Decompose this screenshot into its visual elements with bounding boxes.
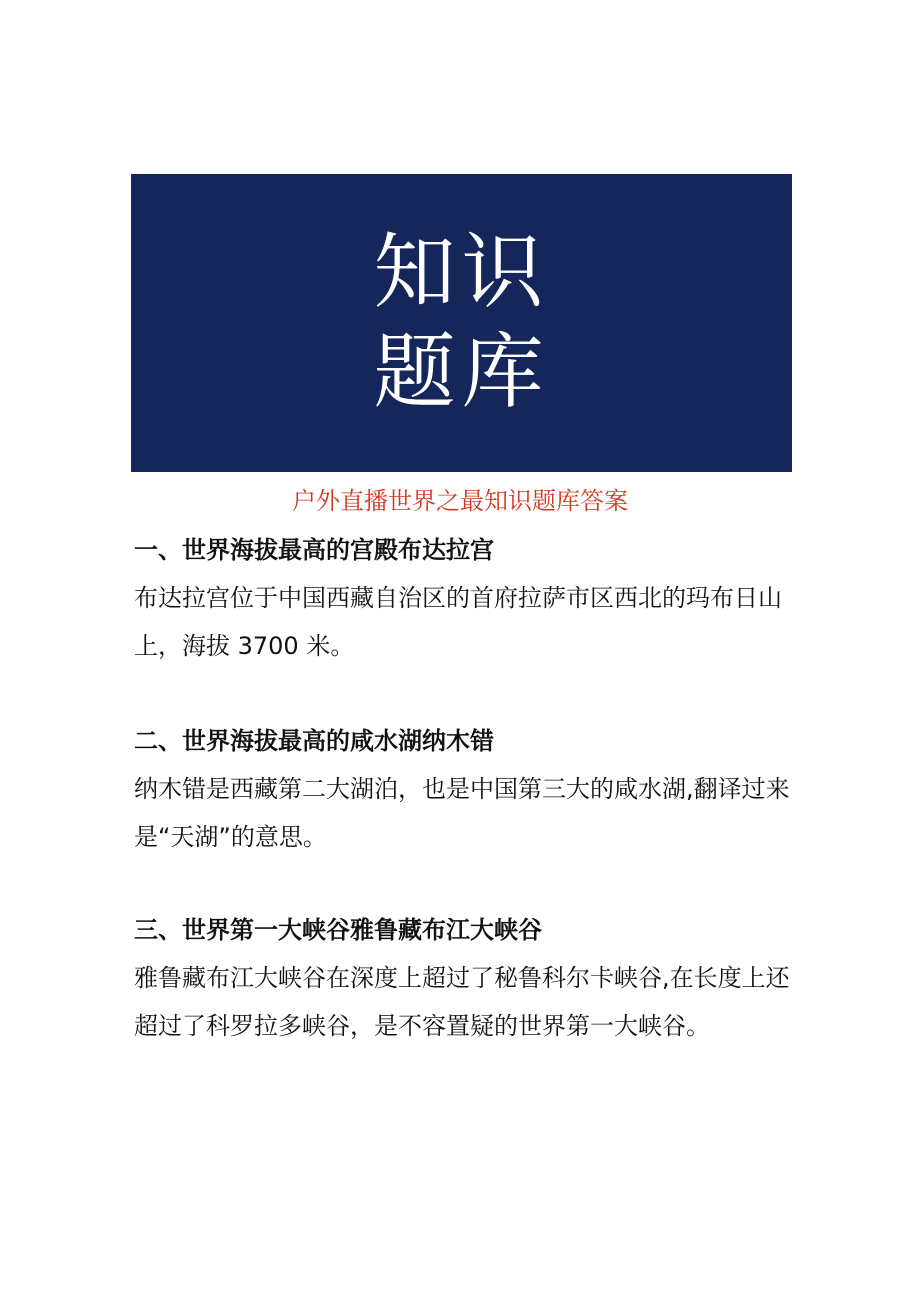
section-heading: 三、世界第一大峡谷雅鲁藏布江大峡谷 bbox=[134, 916, 542, 944]
banner-title-line-1: 知识 bbox=[373, 225, 550, 320]
section-yarlung-tsangpo-canyon bbox=[134, 912, 794, 1050]
document-subtitle: 户外直播世界之最知识题库答案 bbox=[292, 487, 628, 515]
section-heading: 二、世界海拔最高的咸水湖纳木错 bbox=[134, 727, 494, 755]
section-body: 布达拉宫位于中国西藏自治区的首府拉萨市区西北的玛布日山上，海拔 3700 米。 bbox=[134, 584, 782, 660]
section-body: 纳木错是西藏第二大湖泊，也是中国第三大的咸水湖,翻译过来是“天湖”的意思。 bbox=[134, 775, 790, 851]
section-body: 雅鲁藏布江大峡谷在深度上超过了秘鲁科尔卡峡谷,在长度上还超过了科罗拉多峡谷，是不容置疑的世界第一大峡谷。 bbox=[134, 964, 790, 1040]
section-namtso-lake bbox=[134, 723, 794, 861]
section-heading: 一、世界海拔最高的宫殿布达拉宫 bbox=[134, 536, 494, 564]
section-potala-palace bbox=[134, 532, 794, 670]
banner-title-line-2: 题库 bbox=[373, 325, 550, 420]
title-banner bbox=[131, 174, 792, 472]
